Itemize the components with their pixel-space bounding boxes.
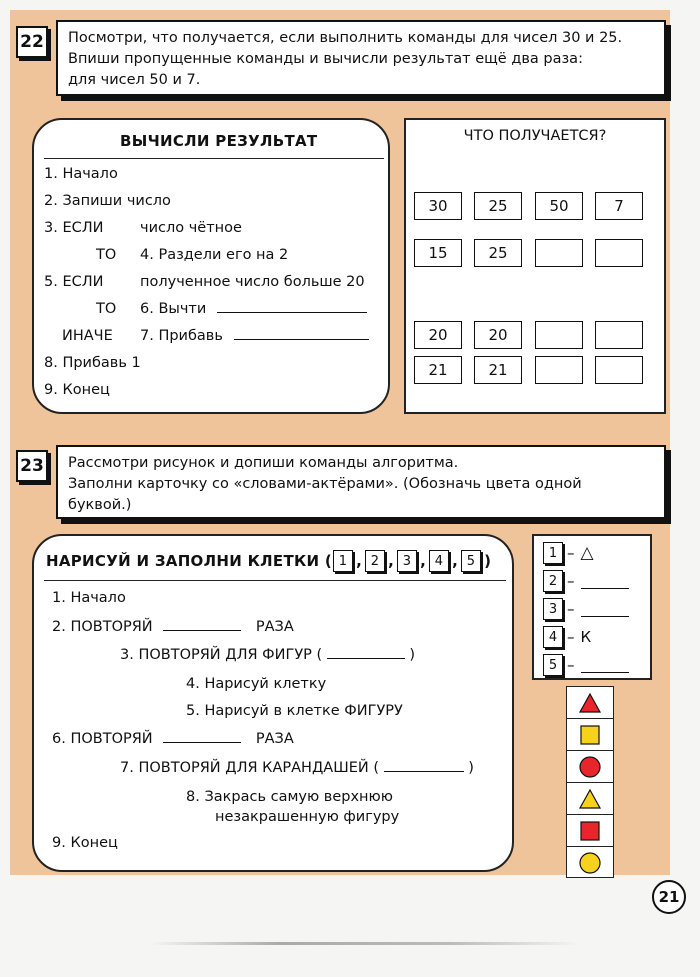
step-5-if: 5. ЕСЛИ: [44, 274, 104, 290]
what-happens-title: ЧТО ПОЛУЧАЕТСЯ?: [463, 128, 607, 144]
step-7-close: ): [468, 760, 474, 776]
legend-number: 2: [543, 570, 563, 592]
step-1: 1. Начало: [44, 166, 118, 182]
grid-cell: 25: [474, 192, 522, 220]
task-22-number: 22: [16, 26, 48, 58]
draw-cells-card: [32, 534, 514, 872]
grid-cell: 21: [414, 356, 462, 384]
step-6-times: РАЗА: [255, 731, 294, 747]
step-7: [140, 328, 369, 344]
step-4: 4. Нарисуй клетку: [186, 676, 327, 692]
step-7-blank[interactable]: [234, 339, 369, 340]
actor-words-card: [532, 534, 652, 680]
legend-number: 3: [543, 598, 563, 620]
step-4-then: ТО: [96, 247, 117, 263]
step-8: 8. Прибавь 1: [44, 355, 141, 371]
step-9: 9. Конец: [52, 835, 118, 851]
shape-cell: [567, 783, 613, 815]
grid-cell-empty[interactable]: [535, 356, 583, 384]
grid-cell: 15: [414, 239, 462, 267]
step-7-else: ИНАЧЕ: [62, 328, 113, 344]
task-22-instructions: [56, 20, 666, 96]
step-3: [120, 647, 415, 663]
shape-cell: [567, 815, 613, 847]
title-underline: [44, 580, 506, 581]
circle-icon: [580, 757, 600, 777]
step-5: 5. Нарисуй в клетке ФИГУРУ: [186, 703, 403, 719]
legend-dash: –: [567, 656, 575, 674]
legend-row: [542, 542, 594, 564]
step-6-label: 6. ПОВТОРЯЙ: [52, 731, 153, 747]
step-2: [52, 619, 294, 635]
step-3-if: 3. ЕСЛИ: [44, 220, 104, 236]
legend-blank[interactable]: [581, 658, 629, 673]
grid-cell-empty[interactable]: [595, 356, 643, 384]
task-22-line-1: Посмотри, что получается, если выполнить команды для чисел 30 и 25.: [68, 30, 623, 46]
legend-row: [542, 598, 629, 620]
step-2-times: РАЗА: [255, 619, 294, 635]
legend-number: 5: [543, 654, 563, 676]
grid-cell: 30: [414, 192, 462, 220]
step-8: 8. Закрась самую верхнюю: [186, 789, 393, 805]
circle-icon: [580, 853, 600, 873]
title-box: 3: [397, 550, 417, 572]
legend-dash: –: [567, 600, 575, 618]
task-23-instructions: [56, 445, 666, 519]
grid-cell: 25: [474, 239, 522, 267]
grid-cell: 20: [414, 321, 462, 349]
step-6-blank[interactable]: [217, 312, 367, 313]
draw-card-title: НАРИСУЙ И ЗАПОЛНИ КЛЕТКИ ( 1 , 2 , 3 , 4 , 5 ): [46, 552, 492, 570]
legend-dash: –: [567, 544, 575, 562]
grid-cell: 7: [595, 192, 643, 220]
shape-cell: [567, 719, 613, 751]
draw-card-title-text: НАРИСУЙ И ЗАПОЛНИ КЛЕТКИ (: [46, 552, 333, 570]
compute-result-card: [32, 118, 390, 414]
task-22-line-2: Впиши пропущенные команды и вычисли результат ещё два раза:: [68, 51, 583, 67]
what-happens-panel: [404, 118, 666, 414]
grid-cell: 21: [474, 356, 522, 384]
grid-cell-empty[interactable]: [595, 321, 643, 349]
legend-number: 1: [543, 542, 563, 564]
page-edge-line: [150, 942, 580, 945]
shape-cell: [567, 847, 613, 879]
step-2-label: 2. ПОВТОРЯЙ: [52, 619, 153, 635]
triangle-icon: △: [580, 543, 594, 563]
step-7: [120, 760, 474, 776]
grid-cell-empty[interactable]: [535, 321, 583, 349]
step-3-blank[interactable]: [327, 658, 405, 659]
step-9: 9. Конец: [44, 382, 110, 398]
step-2: 2. Запиши число: [44, 193, 171, 209]
grid-cell-empty[interactable]: [595, 239, 643, 267]
title-underline: [44, 158, 384, 159]
step-6: [140, 301, 367, 317]
legend-dash: –: [567, 572, 575, 590]
step-7-label: 7. ПОВТОРЯЙ ДЛЯ КАРАНДАШЕЙ (: [120, 760, 379, 776]
legend-value: К: [580, 628, 592, 646]
shapes-column: [566, 686, 614, 878]
triangle-icon: [580, 694, 600, 712]
compute-card-title: ВЫЧИСЛИ РЕЗУЛЬТАТ: [120, 132, 318, 150]
title-box: 1: [333, 550, 353, 572]
step-2-blank[interactable]: [163, 630, 241, 631]
step-4: 4. Раздели его на 2: [140, 247, 289, 263]
step-7-label: 7. Прибавь: [140, 328, 223, 344]
task-22-line-3: для чисел 50 и 7.: [68, 72, 201, 88]
title-box: 2: [365, 550, 385, 572]
step-6: [52, 731, 294, 747]
task-23-line-3: буквой.): [68, 497, 132, 513]
title-box: 4: [429, 550, 449, 572]
grid-cell-empty[interactable]: [535, 239, 583, 267]
step-6-then: ТО: [96, 301, 117, 317]
task-23-number: 23: [16, 450, 48, 482]
grid-cell: 50: [535, 192, 583, 220]
legend-number: 4: [543, 626, 563, 648]
step-3-label: 3. ПОВТОРЯЙ ДЛЯ ФИГУР (: [120, 647, 323, 663]
legend-row: [542, 570, 629, 592]
shape-cell: [567, 687, 613, 719]
grid-cell: 20: [474, 321, 522, 349]
legend-row: [542, 626, 591, 648]
task-23-line-2: Заполни карточку со «словами-актёрами». (Обозначь цвета одной: [68, 476, 582, 492]
legend-blank[interactable]: [581, 574, 629, 589]
step-6-label: 6. Вычти: [140, 301, 207, 317]
legend-row: [542, 654, 629, 676]
step-1: 1. Начало: [52, 590, 126, 606]
square-icon: [581, 726, 599, 744]
step-6-blank[interactable]: [163, 742, 241, 743]
legend-blank[interactable]: [581, 602, 629, 617]
step-3-close: ): [409, 647, 416, 663]
step-8-continued: незакрашенную фигуру: [215, 809, 400, 825]
step-3-condition: число чётное: [140, 220, 242, 236]
square-icon: [581, 822, 599, 840]
draw-card-title-close: ): [484, 552, 492, 570]
shape-cell: [567, 751, 613, 783]
title-box: 5: [461, 550, 481, 572]
step-7-blank[interactable]: [384, 771, 464, 772]
page-number: 21: [652, 880, 686, 914]
triangle-icon: [580, 790, 600, 808]
legend-dash: –: [567, 628, 575, 646]
task-23-line-1: Рассмотри рисунок и допиши команды алгоритма.: [68, 455, 459, 471]
step-5-condition: полученное число больше 20: [140, 274, 365, 290]
